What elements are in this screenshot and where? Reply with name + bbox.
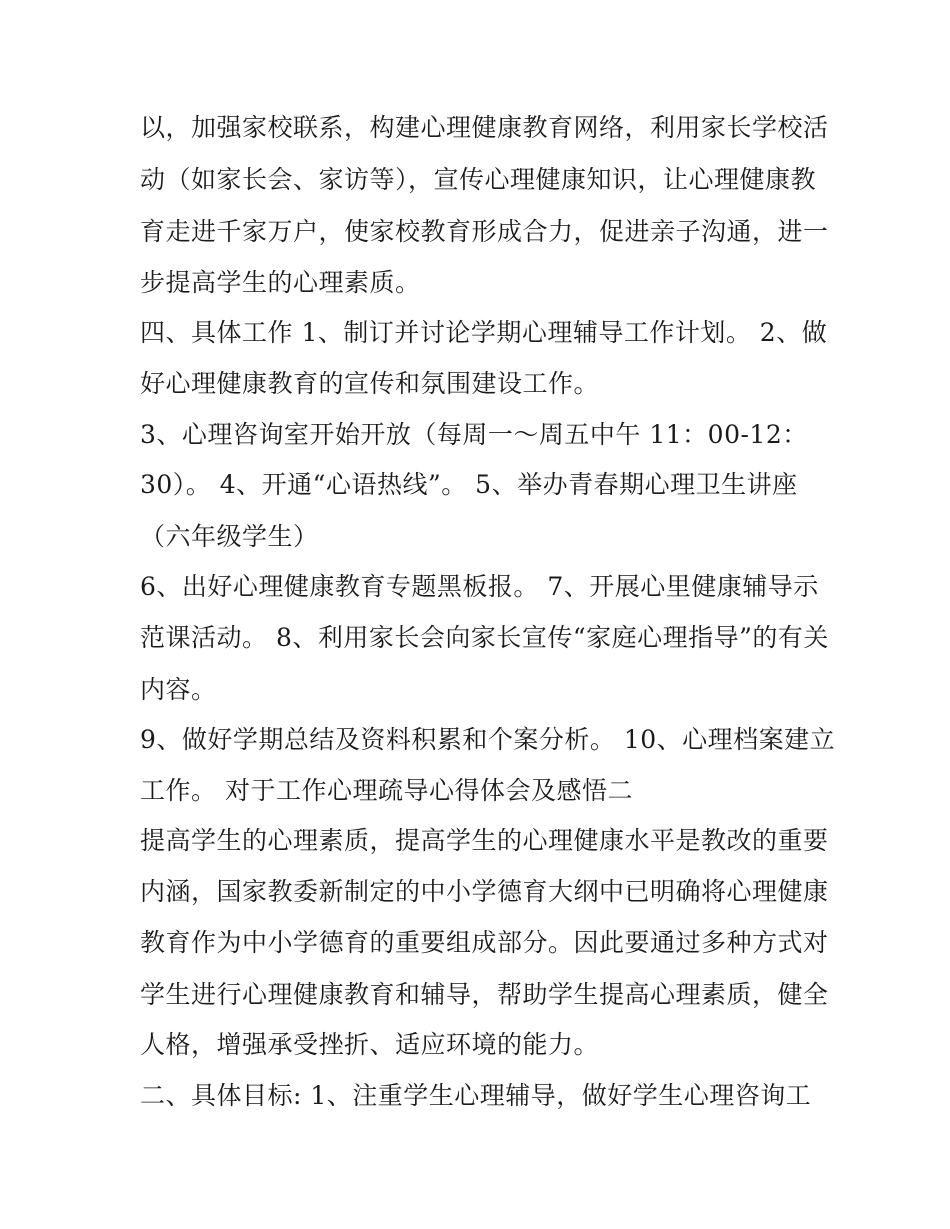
text-line: 内涵，国家教委新制定的中小学德育大纲中已明确将心理健康 xyxy=(140,877,829,906)
text-line: 好心理健康教育的宣传和氛围建设工作。 xyxy=(140,369,600,398)
text-line: 范课活动。 8、利用家长会向家长宣传“家庭心理指导”的有关 xyxy=(140,623,829,652)
text-line: 教育作为中小学德育的重要组成部分。因此要通过多种方式对 xyxy=(140,928,829,957)
text-line: 人格，增强承受挫折、适应环境的能力。 xyxy=(140,1030,600,1059)
text-line: 育走进千家万户，使家校教育形成合力，促进亲子沟通，进一 xyxy=(140,217,829,246)
text-line: 30）。 4、开通“心语热线”。 5、举办青春期心理卫生讲座 xyxy=(140,470,798,499)
text-line: 二、具体目标: 1、注重学生心理辅导，做好学生心理咨询工 xyxy=(140,1081,812,1110)
text-line: 步提高学生的心理素质。 xyxy=(140,268,421,297)
text-line: 学生进行心理健康教育和辅导，帮助学生提高心理素质，健全 xyxy=(140,980,829,1009)
text-line: 6、出好心理健康教育专题黑板报。 7、开展心里健康辅导示 xyxy=(140,572,819,601)
text-line: 提高学生的心理素质，提高学生的心理健康水平是教改的重要 xyxy=(140,826,829,855)
text-line: 9、做好学期总结及资料积累和个案分析。 10、心理档案建立 xyxy=(140,725,836,754)
text-line: 3、心理咨询室开始开放（每周一～周五中午 11：00-12： xyxy=(140,420,808,449)
text-line: 四、具体工作 1、制订并讨论学期心理辅导工作计划。 2、做 xyxy=(140,318,828,347)
text-line: （六年级学生） xyxy=(140,522,319,551)
text-line: 内容。 xyxy=(140,675,217,704)
text-line: 以，加强家校联系，构建心理健康教育网络，利用家长学校活 xyxy=(140,113,829,142)
text-line: 动（如家长会、家访等），宣传心理健康知识，让心理健康教 xyxy=(140,165,817,194)
text-line: 工作。 对于工作心理疏导心得体会及感悟二 xyxy=(140,776,633,805)
